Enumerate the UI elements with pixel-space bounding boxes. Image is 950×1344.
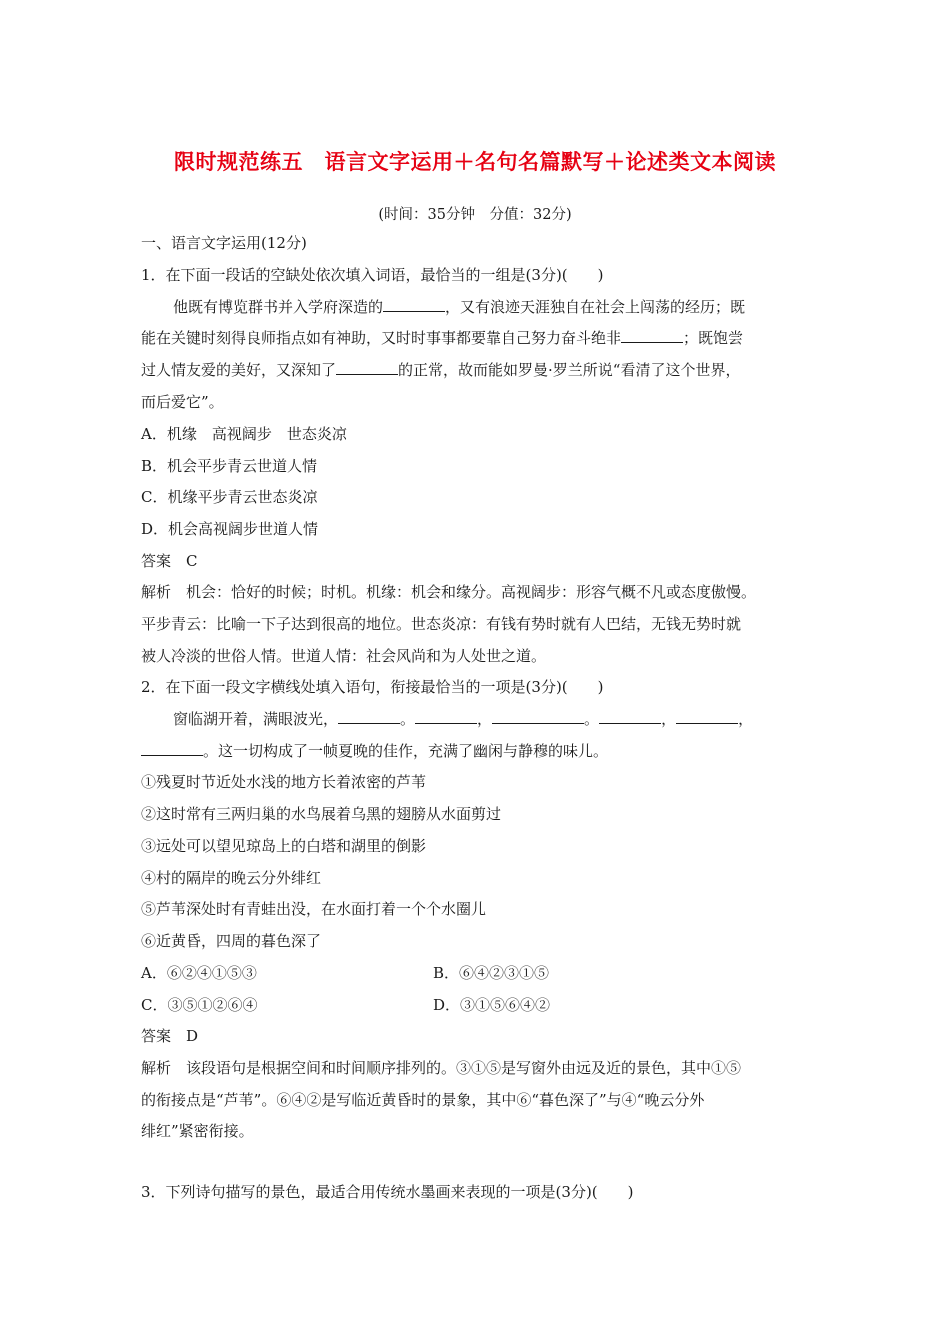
q1-analysis-line: 平步青云：比喻一下子达到很高的地位。世态炎凉：有钱有势时就有人巴结，无钱无势时就 (141, 615, 742, 633)
q2-item-4: ④村的隔岸的晚云分外绯红 (141, 869, 322, 887)
fill-blank (415, 709, 477, 724)
q2-passage-line (141, 741, 608, 761)
q2-option-a: A．⑥②④①⑤③ (141, 964, 257, 982)
q2-option-d: D．③①⑤⑥④② (433, 996, 551, 1014)
fill-blank (141, 741, 203, 756)
q1-passage-text: 能在关键时刻得良师指点如有神助，又时时事事都要靠自己努力奋斗绝非 (141, 329, 622, 347)
q1-passage-line (141, 360, 740, 380)
q1-passage-text: 的正常，故而能如罗曼·罗兰所说“看清了这个世界， (398, 361, 741, 379)
q1-option-c: C．机缘平步青云世态炎凉 (141, 488, 318, 506)
q2-analysis-line: 解析 该段语句是根据空间和时间顺序排列的。③①⑤是写窗外由远及近的景色，其中①⑤ (141, 1059, 742, 1077)
q2-analysis-line: 绯红”紧密衔接。 (141, 1122, 254, 1140)
q2-passage-line (173, 709, 753, 729)
punctuation: 。 (584, 710, 600, 728)
fill-blank (338, 709, 400, 724)
q1-option-a: A．机缘 高视阔步 世态炎凉 (141, 425, 347, 443)
punctuation: ， (661, 710, 677, 728)
punctuation: ， (738, 710, 754, 728)
q1-analysis-line: 解析 机会：恰好的时候；时机。机缘：机会和缘分。高视阔步：形容气概不凡或态度傲慢。 (141, 583, 757, 601)
q1-passage-text: 过人情友爱的美好，又深知了 (141, 361, 337, 379)
fill-blank (621, 328, 683, 343)
fill-blank (676, 709, 738, 724)
time-score-note: (时间：35分钟 分值：32分) (378, 207, 572, 223)
q2-item-2: ②这时常有三两归巢的水鸟展着乌黑的翅膀从水面剪过 (141, 805, 502, 823)
section-heading: 一、语言文字运用(12分) (141, 234, 307, 252)
q1-analysis-line: 被人冷淡的世俗人情。世道人情：社会风尚和为人处世之道。 (141, 647, 547, 665)
fill-blank (336, 360, 398, 375)
q1-passage-line (173, 297, 745, 317)
q2-option-c: C．③⑤①②⑥④ (141, 996, 258, 1014)
q1-option-b: B．机会平步青云世道人情 (141, 457, 318, 475)
q1-answer: 答案 C (141, 552, 198, 570)
question-1-stem: 1．在下面一段话的空缺处依次填入词语，最恰当的一组是(3分)( ) (141, 266, 604, 284)
q1-passage-text: ；既饱尝 (683, 329, 744, 347)
q2-answer: 答案 D (141, 1027, 199, 1045)
q2-option-b: B．⑥④②③①⑤ (433, 964, 550, 982)
fill-blank (383, 297, 445, 312)
q2-passage-text: 窗临湖开着，满眼波光， (173, 710, 339, 728)
page-title: 限时规范练五 语言文字运用＋名句名篇默写＋论述类文本阅读 (174, 150, 776, 174)
q1-passage-line (141, 328, 743, 348)
fill-blank (599, 709, 661, 724)
q2-item-6: ⑥近黄昏，四周的暮色深了 (141, 932, 322, 950)
q1-passage-text: 他既有博览群书并入学府深造的 (173, 298, 384, 316)
q2-item-5: ⑤芦苇深处时有青蛙出没，在水面打着一个个水圈儿 (141, 900, 487, 918)
q2-item-1: ①残夏时节近处水浅的地方长着浓密的芦苇 (141, 773, 427, 791)
q2-passage-text: 。这一切构成了一帧夏晚的佳作，充满了幽闲与静穆的味儿。 (203, 742, 609, 760)
question-3-stem: 3．下列诗句描写的景色，最适合用传统水墨画来表现的一项是(3分)( ) (141, 1183, 634, 1201)
fill-blank (492, 709, 584, 724)
punctuation: ， (477, 710, 493, 728)
q1-option-d: D．机会高视阔步世道人情 (141, 520, 319, 538)
punctuation: 。 (400, 710, 416, 728)
question-2-stem: 2．在下面一段文字横线处填入语句，衔接最恰当的一项是(3分)( ) (141, 678, 604, 696)
q1-passage-line: 而后爱它”。 (141, 393, 224, 411)
q1-passage-text: ，又有浪迹天涯独自在社会上闯荡的经历；既 (445, 298, 746, 316)
q2-item-3: ③远处可以望见琼岛上的白塔和湖里的倒影 (141, 837, 427, 855)
q2-analysis-line: 的衔接点是“芦苇”。⑥④②是写临近黄昏时的景象，其中⑥“暮色深了”与④“晚云分外 (141, 1091, 705, 1109)
